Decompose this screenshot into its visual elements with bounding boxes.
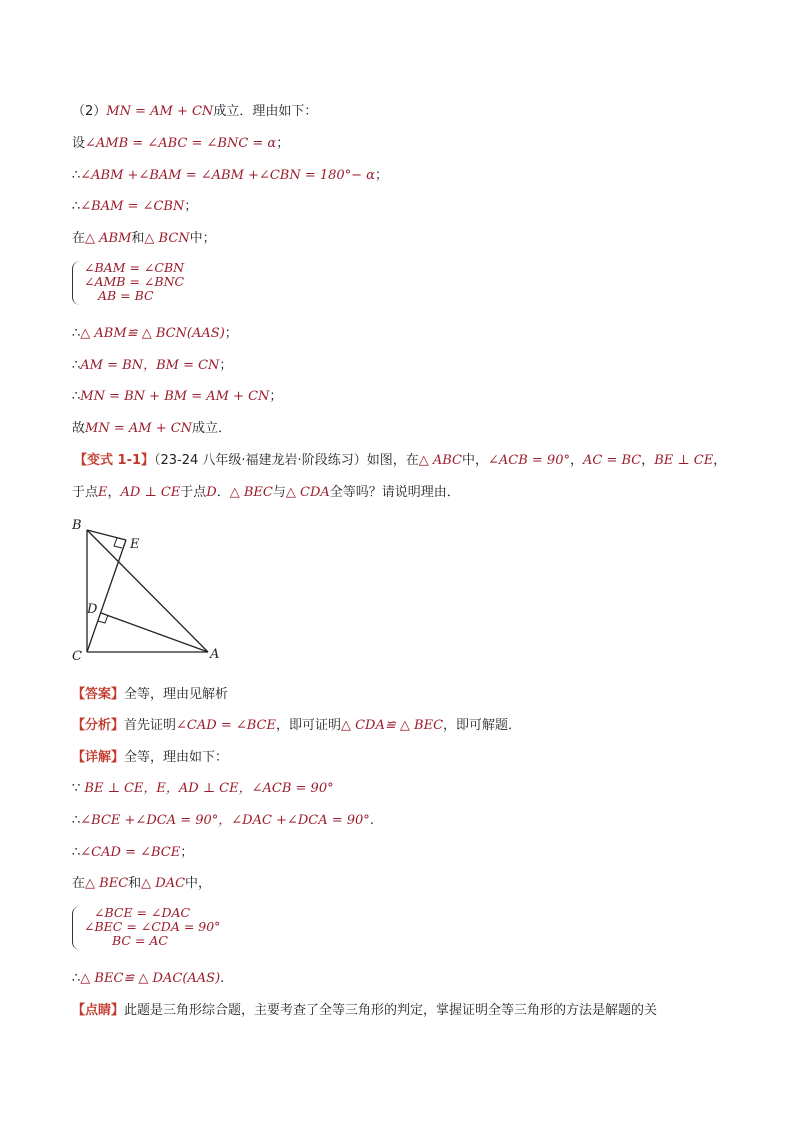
part2-line-4: 在△ ABM和△ BCN中； bbox=[72, 231, 216, 246]
detail-line-1: ∵ BE ⊥ CE，E，AD ⊥ CE，∠ACB = 90° bbox=[72, 781, 334, 796]
part2-line-1: 设∠AMB = ∠ABC = ∠BNC = α； bbox=[72, 136, 290, 151]
detail-header: 【详解】全等，理由如下： bbox=[72, 750, 229, 765]
detail-line-4: 在△ BEC和△ DAC中， bbox=[72, 876, 212, 891]
part2-line-6: ∴AM = BN，BM = CN； bbox=[72, 358, 233, 373]
detail-equation-system: ∠BCE = ∠DAC ∠BEC = ∠CDA = 90° BC = AC bbox=[72, 906, 252, 950]
label-a: A bbox=[210, 647, 220, 662]
detail-line-5: ∴△ BEC≌ △ DAC(AAS). bbox=[72, 971, 225, 986]
label-e: E bbox=[130, 537, 140, 552]
part2-equation-system: ∠BAM = ∠CBN ∠AMB = ∠BNC AB = BC bbox=[72, 261, 232, 305]
part2-line-2: ∴∠ABM +∠BAM = ∠ABM +∠CBN = 180°− α； bbox=[72, 168, 388, 183]
answer-line: 【答案】全等，理由见解析 bbox=[72, 687, 229, 702]
brace bbox=[72, 906, 81, 950]
variant-problem-line-2: 于点E，AD ⊥ CE于点D．△ BEC与△ CDA全等吗？请说明理由． bbox=[72, 485, 460, 500]
part2-line-8: 故MN = AM + CN成立． bbox=[72, 421, 232, 436]
triangle-figure bbox=[60, 510, 240, 670]
part2-line-7: ∴MN = BN + BM = AM + CN； bbox=[72, 389, 283, 404]
right-angle-mark-e bbox=[114, 538, 122, 548]
segment-ad bbox=[101, 613, 208, 652]
variant-problem-line-1: 【变式 1-1】（23-24 八年级·福建龙岩·阶段练习）如图，在△ ABC中，∠ACB = 90°，AC = BC，BE ⊥ CE， bbox=[74, 453, 727, 468]
analysis-line: 【分析】首先证明∠CAD = ∠BCE，即可证明△ CDA≌ △ BEC，即可解题． bbox=[72, 718, 522, 733]
label-d: D bbox=[87, 602, 98, 617]
detail-line-2: ∴∠BCE +∠DCA = 90°，∠DAC +∠DCA = 90°. bbox=[72, 813, 374, 828]
comment-line: 【点睛】此题是三角形综合题，主要考查了全等三角形的判定，掌握证明全等三角形的方法是解题的关 bbox=[72, 1003, 658, 1018]
label-b: B bbox=[72, 518, 82, 533]
label-c: C bbox=[72, 649, 82, 664]
part2-header: （2）MN = AM + CN成立．理由如下： bbox=[72, 104, 318, 119]
part2-line-5: ∴△ ABM≌ △ BCN(AAS)； bbox=[72, 326, 238, 341]
segment-ce bbox=[87, 540, 126, 652]
part2-line-3: ∴∠BAM = ∠CBN； bbox=[72, 199, 198, 214]
detail-line-3: ∴∠CAD = ∠BCE； bbox=[72, 845, 194, 860]
segment-ab bbox=[87, 530, 208, 652]
brace bbox=[72, 261, 81, 305]
